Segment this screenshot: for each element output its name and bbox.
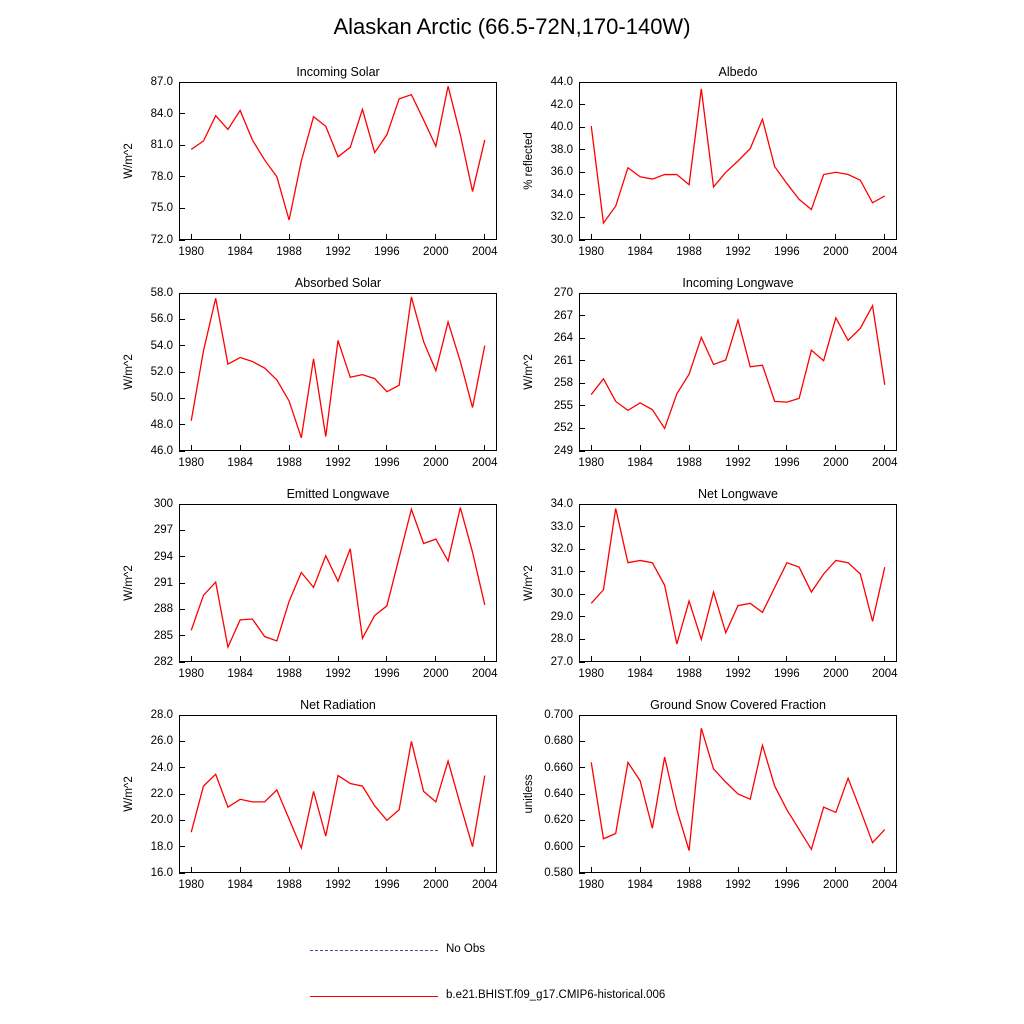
y-axis-label: W/m^2 bbox=[123, 143, 135, 179]
data-series-line bbox=[591, 306, 885, 429]
chart-title: Emitted Longwave bbox=[286, 487, 390, 501]
y-tick-label: 0.640 bbox=[544, 788, 573, 800]
y-tick-label: 78.0 bbox=[150, 170, 173, 183]
x-tick-label: 1984 bbox=[627, 246, 653, 258]
x-tick-label: 2000 bbox=[823, 879, 849, 891]
x-tick-label: 1996 bbox=[774, 246, 800, 258]
x-tick-label: 1984 bbox=[227, 246, 253, 258]
x-tick-label: 2000 bbox=[423, 457, 449, 469]
chart-title: Incoming Solar bbox=[296, 65, 380, 79]
data-series-line bbox=[191, 86, 485, 220]
series-layer bbox=[179, 504, 497, 662]
x-tick-label: 2004 bbox=[871, 457, 898, 469]
y-tick-label: 270 bbox=[553, 287, 573, 299]
y-axis-label: unitless bbox=[523, 774, 535, 814]
x-tick-label: 1996 bbox=[774, 668, 800, 680]
y-tick-label: 46.0 bbox=[150, 445, 173, 457]
chart-panel bbox=[523, 276, 898, 469]
x-tick-label: 1992 bbox=[325, 879, 351, 891]
x-tick-label: 1984 bbox=[627, 668, 653, 680]
x-tick-label: 1988 bbox=[276, 457, 302, 469]
y-tick-label: 297 bbox=[153, 524, 173, 537]
y-axis-label: % reflected bbox=[523, 132, 535, 190]
y-tick-label: 261 bbox=[553, 354, 573, 367]
y-tick-label: 0.700 bbox=[544, 709, 573, 721]
y-tick-label: 87.0 bbox=[150, 76, 173, 88]
chart-title: Albedo bbox=[718, 65, 758, 79]
y-tick-label: 29.0 bbox=[550, 610, 573, 623]
y-tick-label: 75.0 bbox=[150, 202, 173, 215]
series-layer bbox=[579, 293, 897, 451]
series-layer bbox=[579, 715, 897, 873]
y-axis-label: W/m^2 bbox=[123, 565, 135, 601]
y-tick-label: 28.0 bbox=[550, 633, 573, 646]
y-tick-label: 54.0 bbox=[150, 339, 173, 352]
y-axis-label: W/m^2 bbox=[123, 776, 135, 812]
x-tick-label: 1996 bbox=[374, 457, 400, 469]
legend-no-obs-line bbox=[310, 950, 438, 951]
y-tick-label: 264 bbox=[553, 332, 573, 345]
data-series-line bbox=[591, 728, 885, 850]
y-tick-label: 84.0 bbox=[150, 107, 173, 120]
y-axis-label: W/m^2 bbox=[523, 565, 535, 601]
y-tick-label: 36.0 bbox=[550, 166, 573, 179]
y-tick-label: 40.0 bbox=[550, 121, 573, 134]
data-series-line bbox=[191, 297, 485, 438]
x-tick-label: 2000 bbox=[423, 668, 449, 680]
y-tick-label: 58.0 bbox=[150, 287, 173, 299]
y-tick-label: 31.0 bbox=[550, 565, 573, 578]
chart-title: Net Longwave bbox=[698, 487, 778, 501]
y-tick-label: 33.0 bbox=[550, 520, 573, 533]
series-layer bbox=[179, 715, 497, 873]
series-layer bbox=[579, 504, 897, 662]
y-tick-label: 300 bbox=[153, 498, 173, 510]
x-tick-label: 2000 bbox=[423, 246, 449, 258]
y-tick-label: 291 bbox=[153, 577, 173, 589]
data-series-line bbox=[191, 741, 485, 848]
y-tick-label: 30.0 bbox=[550, 234, 573, 246]
x-tick-label: 1996 bbox=[374, 879, 400, 891]
y-tick-label: 27.0 bbox=[550, 656, 573, 668]
y-tick-label: 28.0 bbox=[150, 709, 173, 721]
x-tick-label: 2004 bbox=[471, 668, 498, 680]
x-tick-label: 1996 bbox=[374, 246, 400, 258]
chart-title: Ground Snow Covered Fraction bbox=[650, 698, 826, 712]
x-tick-label: 1992 bbox=[325, 457, 351, 469]
x-tick-label: 1996 bbox=[774, 879, 800, 891]
y-tick-label: 52.0 bbox=[150, 366, 173, 378]
y-tick-label: 0.660 bbox=[544, 761, 573, 774]
y-tick-label: 267 bbox=[553, 309, 573, 322]
x-tick-label: 1988 bbox=[276, 246, 302, 258]
y-tick-label: 34.0 bbox=[550, 188, 573, 201]
y-tick-label: 26.0 bbox=[150, 735, 173, 748]
y-tick-label: 48.0 bbox=[150, 418, 173, 431]
x-tick-label: 2004 bbox=[471, 246, 498, 258]
y-tick-label: 42.0 bbox=[550, 98, 573, 111]
y-tick-label: 252 bbox=[553, 422, 573, 435]
y-tick-label: 22.0 bbox=[150, 788, 173, 800]
x-tick-label: 1980 bbox=[578, 246, 605, 258]
x-tick-label: 1980 bbox=[178, 246, 205, 258]
page-title: Alaskan Arctic (66.5-72N,170-140W) bbox=[333, 14, 691, 39]
chart-panel bbox=[523, 487, 898, 680]
x-tick-label: 1992 bbox=[325, 246, 351, 258]
chart-panel bbox=[123, 276, 498, 469]
x-tick-label: 2000 bbox=[823, 457, 849, 469]
y-tick-label: 24.0 bbox=[150, 761, 173, 774]
y-tick-label: 288 bbox=[153, 603, 173, 616]
y-tick-label: 0.600 bbox=[544, 840, 573, 853]
x-tick-label: 1980 bbox=[578, 879, 605, 891]
y-tick-label: 72.0 bbox=[150, 234, 173, 246]
y-tick-label: 38.0 bbox=[550, 143, 573, 156]
series-layer bbox=[179, 293, 497, 451]
x-tick-label: 1980 bbox=[578, 457, 605, 469]
x-tick-label: 1980 bbox=[178, 457, 205, 469]
x-tick-label: 1984 bbox=[227, 457, 253, 469]
y-axis-label: W/m^2 bbox=[123, 354, 135, 390]
y-tick-label: 32.0 bbox=[550, 211, 573, 224]
y-tick-label: 30.0 bbox=[550, 588, 573, 601]
y-tick-label: 0.680 bbox=[544, 735, 573, 748]
x-tick-label: 1980 bbox=[178, 668, 205, 680]
chart-panel bbox=[523, 65, 898, 258]
x-tick-label: 2004 bbox=[471, 457, 498, 469]
chart-panel bbox=[523, 698, 898, 891]
series-layer bbox=[579, 82, 897, 240]
x-tick-label: 1992 bbox=[725, 457, 751, 469]
x-tick-label: 1980 bbox=[178, 879, 205, 891]
y-tick-label: 249 bbox=[553, 445, 573, 457]
chart-panel bbox=[123, 698, 498, 891]
series-layer bbox=[179, 82, 497, 240]
legend-model-label: b.e21.BHIST.f09_g17.CMIP6-historical.006 bbox=[446, 989, 666, 1001]
y-tick-label: 255 bbox=[553, 399, 573, 412]
y-tick-label: 0.620 bbox=[544, 814, 573, 827]
x-tick-label: 1992 bbox=[725, 879, 751, 891]
chart-panel bbox=[123, 65, 498, 258]
x-tick-label: 1996 bbox=[774, 457, 800, 469]
x-tick-label: 1984 bbox=[227, 668, 253, 680]
x-tick-label: 1988 bbox=[676, 246, 702, 258]
x-tick-label: 2004 bbox=[471, 879, 498, 891]
y-tick-label: 50.0 bbox=[150, 392, 173, 405]
x-tick-label: 1988 bbox=[676, 879, 702, 891]
data-series-line bbox=[191, 508, 485, 648]
y-tick-label: 282 bbox=[153, 656, 173, 668]
x-tick-label: 2000 bbox=[823, 668, 849, 680]
chart-title: Incoming Longwave bbox=[682, 276, 794, 290]
y-tick-label: 34.0 bbox=[550, 498, 573, 510]
x-tick-label: 1988 bbox=[276, 668, 302, 680]
legend-model-line bbox=[310, 996, 438, 997]
x-tick-label: 1992 bbox=[725, 246, 751, 258]
x-tick-label: 2000 bbox=[823, 246, 849, 258]
data-series-line bbox=[591, 509, 885, 644]
chart-title: Absorbed Solar bbox=[294, 276, 382, 290]
x-tick-label: 1988 bbox=[676, 668, 702, 680]
legend-no-obs-label: No Obs bbox=[446, 943, 485, 955]
y-tick-label: 32.0 bbox=[550, 543, 573, 556]
y-tick-label: 258 bbox=[553, 377, 573, 390]
x-tick-label: 2000 bbox=[423, 879, 449, 891]
x-tick-label: 1984 bbox=[627, 879, 653, 891]
y-tick-label: 44.0 bbox=[550, 76, 573, 88]
y-tick-label: 20.0 bbox=[150, 814, 173, 827]
x-tick-label: 1984 bbox=[627, 457, 653, 469]
x-tick-label: 2004 bbox=[871, 879, 898, 891]
y-tick-label: 16.0 bbox=[150, 867, 173, 879]
y-tick-label: 285 bbox=[153, 629, 173, 642]
x-tick-label: 1996 bbox=[374, 668, 400, 680]
x-tick-label: 1988 bbox=[676, 457, 702, 469]
x-tick-label: 1992 bbox=[725, 668, 751, 680]
data-series-line bbox=[591, 89, 885, 223]
x-tick-label: 1984 bbox=[227, 879, 253, 891]
x-tick-label: 2004 bbox=[871, 668, 898, 680]
chart-panel bbox=[123, 487, 498, 680]
y-axis-label: W/m^2 bbox=[523, 354, 535, 390]
y-tick-label: 0.580 bbox=[544, 867, 573, 879]
y-tick-label: 56.0 bbox=[150, 313, 173, 326]
y-tick-label: 294 bbox=[153, 550, 173, 563]
x-tick-label: 1988 bbox=[276, 879, 302, 891]
y-tick-label: 18.0 bbox=[150, 840, 173, 853]
x-tick-label: 1980 bbox=[578, 668, 605, 680]
y-tick-label: 81.0 bbox=[150, 139, 173, 152]
x-tick-label: 2004 bbox=[871, 246, 898, 258]
x-tick-label: 1992 bbox=[325, 668, 351, 680]
chart-title: Net Radiation bbox=[300, 698, 376, 712]
